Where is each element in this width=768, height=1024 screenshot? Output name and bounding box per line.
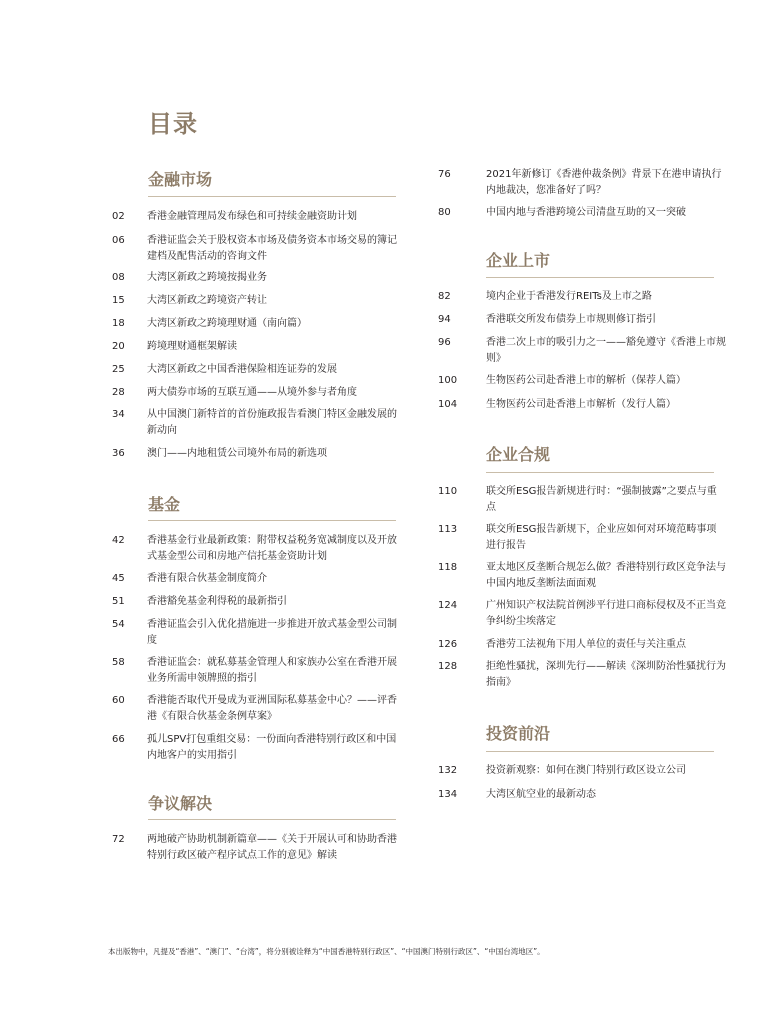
- section-heading-financial-markets: 金融市场: [148, 170, 213, 189]
- toc-page-number: 94: [438, 314, 451, 325]
- toc-entry-title: 香港金融管理局发布绿色和可持续金融资助计划: [147, 211, 357, 222]
- toc-entry-title: 联交所ESG报告新规下，企业应如何对环境范畴事项进行报告: [486, 524, 717, 551]
- toc-entry-title: 联交所ESG报告新规进行时：“强制披露”之要点与重点: [486, 486, 717, 513]
- toc-page-number: 80: [438, 207, 451, 218]
- toc-entry-title: 大湾区新政之跨境按揭业务: [147, 272, 267, 283]
- section-rule: [486, 472, 714, 473]
- page-title: 目录: [148, 110, 198, 138]
- section-rule: [148, 520, 396, 521]
- toc-entry-title: 生物医药公司赴香港上市解析（发行人篇）: [486, 399, 676, 410]
- toc-entry-title: 孤儿SPV打包重组交易：一份面向香港特别行政区和中国内地客户的实用指引: [147, 734, 397, 761]
- toc-page-number: 58: [112, 657, 125, 668]
- toc-entry-title: 大湾区新政之跨境理财通（南向篇）: [147, 318, 307, 329]
- section-heading-compliance: 企业合规: [486, 445, 551, 464]
- toc-entry-title: 跨境理财通框架解读: [147, 341, 237, 352]
- toc-page-number: 42: [112, 535, 125, 546]
- toc-page-number: 15: [112, 295, 125, 306]
- toc-entry-title: 香港有限合伙基金制度简介: [147, 573, 267, 584]
- toc-entry-title: 香港基金行业最新政策：附带权益税务宽减制度以及开放式基金型公司和房地产信托基金资助计划: [147, 535, 397, 562]
- section-rule: [486, 277, 714, 278]
- toc-page-number: 54: [112, 619, 125, 630]
- toc-page-number: 113: [438, 524, 458, 535]
- toc-page-number: 02: [112, 211, 125, 222]
- toc-entry-title: 生物医药公司赴香港上市的解析（保荐人篇）: [486, 375, 686, 386]
- toc-page-number: 51: [112, 596, 125, 607]
- toc-entry-title: 大湾区航空业的最新动态: [486, 789, 596, 800]
- section-heading-dispute-resolution: 争议解决: [148, 794, 213, 813]
- toc-entry-title: 中国内地与香港跨境公司清盘互助的又一突破: [486, 207, 686, 218]
- toc-entry-title: 两大债券市场的互联互通——从境外参与者角度: [147, 387, 357, 398]
- toc-page-number: 18: [112, 318, 125, 329]
- toc-entry-title: 香港证监会关于股权资本市场及债务资本市场交易的簿记建档及配售活动的咨询文件: [147, 235, 397, 262]
- toc-page-number: 82: [438, 291, 451, 302]
- toc-entry-title: 香港二次上市的吸引力之一——豁免遵守《香港上市规则》: [486, 337, 726, 364]
- toc-page-number: 66: [112, 734, 125, 745]
- toc-entry-title: 拒绝性骚扰，深圳先行——解读《深圳防治性骚扰行为指南》: [486, 661, 726, 688]
- section-rule: [148, 196, 396, 197]
- toc-page-number: 45: [112, 573, 125, 584]
- toc-page-number: 06: [112, 235, 125, 246]
- toc-page-number: 25: [112, 364, 125, 375]
- toc-entry-title: 投资新观察：如何在澳门特别行政区设立公司: [486, 765, 686, 776]
- section-rule: [486, 751, 714, 752]
- toc-entry-title: 香港证监会：就私募基金管理人和家族办公室在香港开展业务所需申领牌照的指引: [147, 657, 397, 684]
- toc-page-number: 100: [438, 375, 458, 386]
- toc-entry-title: 从中国澳门新特首的首份施政报告看澳门特区金融发展的新动向: [147, 409, 397, 436]
- toc-entry-title: 大湾区新政之跨境资产转让: [147, 295, 267, 306]
- toc-page-number: 76: [438, 169, 451, 180]
- toc-page-number: 36: [112, 448, 125, 459]
- footnote: 本出版物中，凡提及“香港”、“澳门”、“台湾”，将分别被诠释为“中国香港特别行政区”、“中国澳门特别行政区”、“中国台湾地区”。: [108, 947, 545, 956]
- toc-entry-title: 香港豁免基金利得税的最新指引: [147, 596, 287, 607]
- section-heading-investment: 投资前沿: [486, 724, 551, 743]
- section-heading-funds: 基金: [148, 495, 181, 514]
- toc-page-number: 60: [112, 695, 125, 706]
- toc-page-number: 28: [112, 387, 125, 398]
- toc-page-number: 118: [438, 562, 458, 573]
- toc-page-number: 20: [112, 341, 125, 352]
- toc-page-number: 104: [438, 399, 458, 410]
- section-rule: [148, 819, 396, 820]
- toc-entry-title: 2021年新修订《香港仲裁条例》背景下在港申请执行内地裁决，您准备好了吗？: [486, 169, 722, 196]
- toc-entry-title: 香港联交所发布债券上市规则修订指引: [486, 314, 656, 325]
- toc-page-number: 34: [112, 409, 125, 420]
- toc-entry-title: 广州知识产权法院首例涉平行进口商标侵权及不正当竞争纠纷尘埃落定: [486, 600, 726, 627]
- toc-page-number: 132: [438, 765, 458, 776]
- toc-entry-title: 境内企业于香港发行REITs及上市之路: [486, 291, 652, 302]
- section-heading-listing: 企业上市: [486, 251, 551, 270]
- toc-page-number: 128: [438, 661, 458, 672]
- toc-entry-title: 香港证监会引入优化措施进一步推进开放式基金型公司制度: [147, 619, 397, 646]
- toc-entry-title: 香港能否取代开曼成为亚洲国际私募基金中心？——评香港《有限合伙基金条例草案》: [147, 695, 397, 722]
- toc-entry-title: 亚太地区反垄断合规怎么做？香港特别行政区竞争法与中国内地反垄断法面面观: [486, 562, 726, 589]
- toc-page-number: 110: [438, 486, 458, 497]
- toc-entry-title: 两地破产协助机制新篇章——《关于开展认可和协助香港特别行政区破产程序试点工作的意见》解读: [147, 834, 397, 861]
- toc-page-number: 96: [438, 337, 451, 348]
- toc-entry-title: 大湾区新政之中国香港保险相连证券的发展: [147, 364, 337, 375]
- toc-page-number: 08: [112, 272, 125, 283]
- toc-page-number: 124: [438, 600, 458, 611]
- toc-page-number: 126: [438, 639, 458, 650]
- toc-entry-title: 澳门——内地租赁公司境外布局的新选项: [147, 448, 327, 459]
- toc-page-number: 72: [112, 834, 125, 845]
- toc-page-number: 134: [438, 789, 458, 800]
- toc-entry-title: 香港劳工法视角下用人单位的责任与关注重点: [486, 639, 686, 650]
